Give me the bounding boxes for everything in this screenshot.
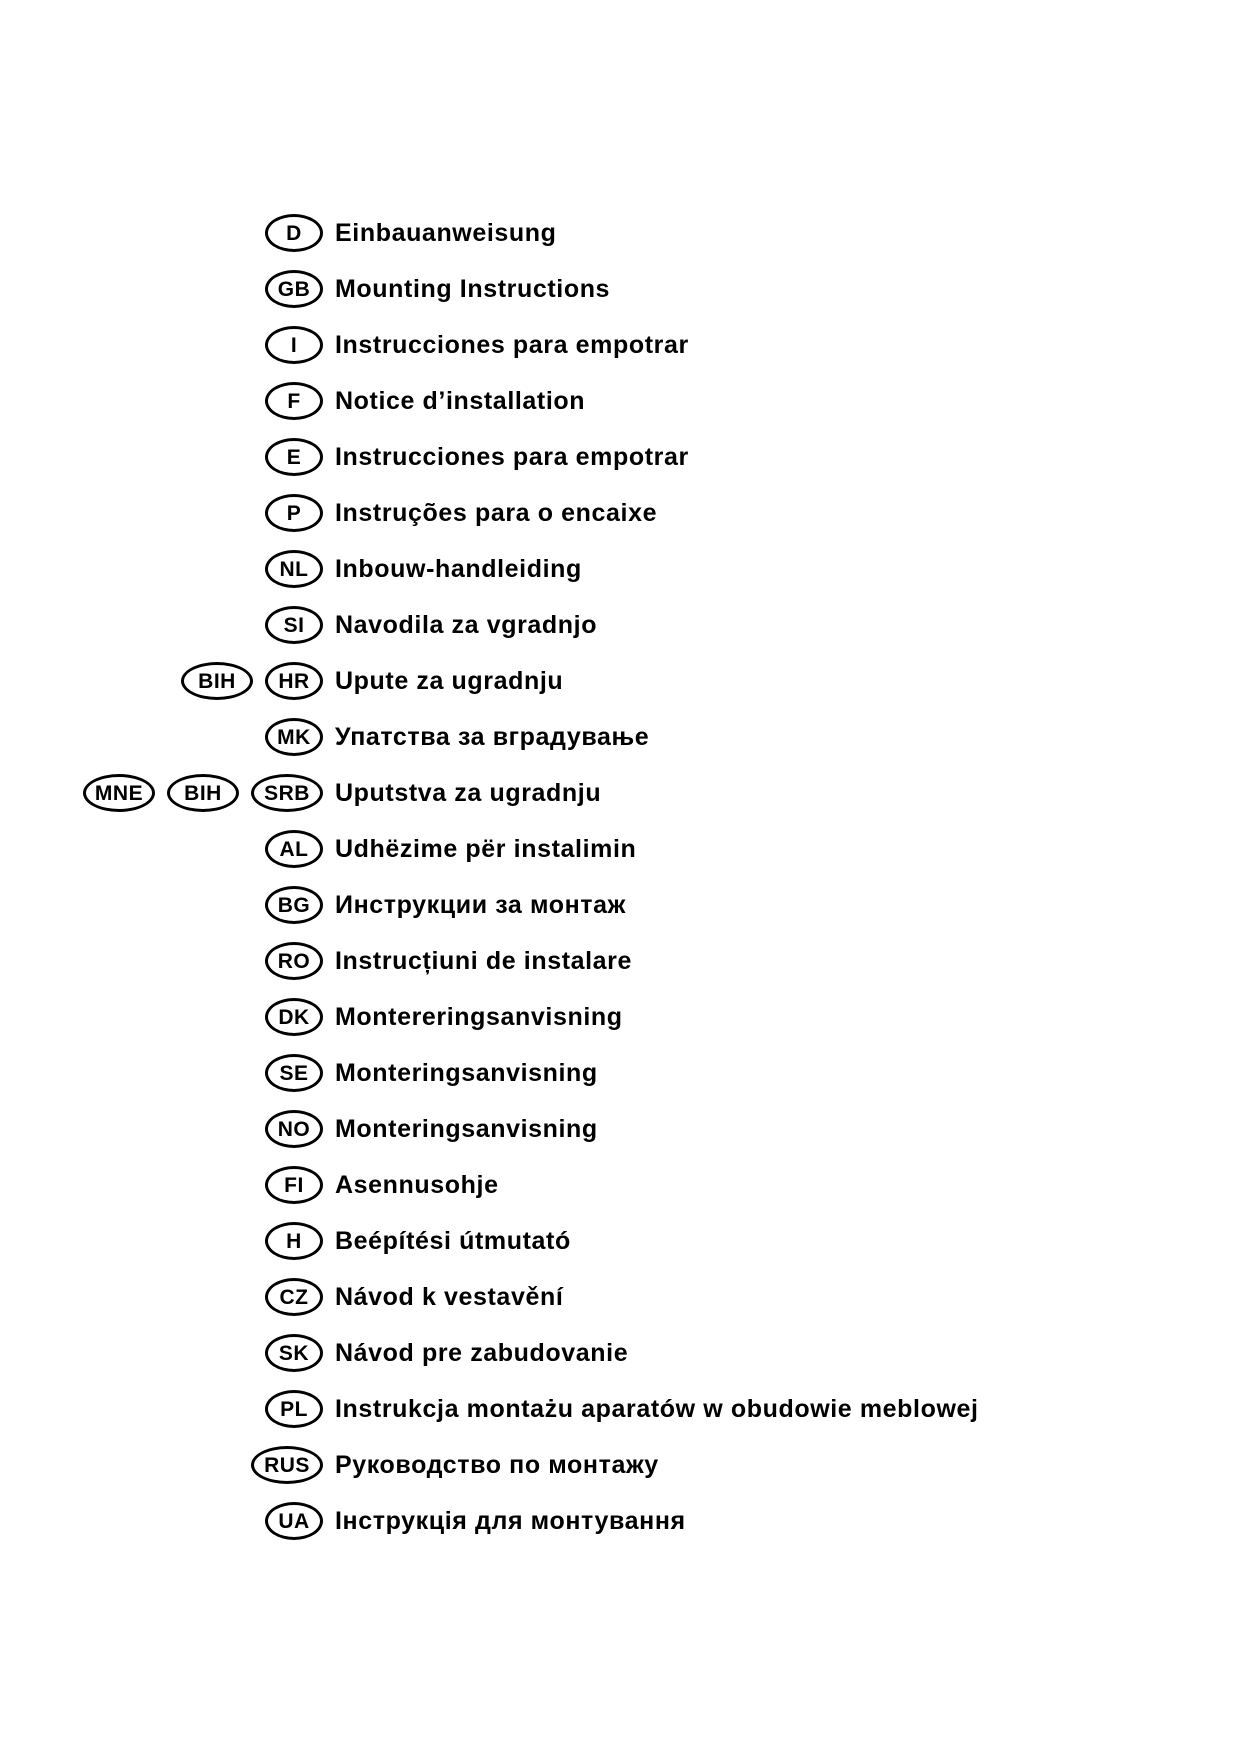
country-badge-group	[70, 214, 335, 252]
country-code-badge: I	[265, 326, 323, 364]
instruction-title: Návod pre zabudovanie	[335, 1338, 629, 1367]
instruction-title: Inbouw-handleiding	[335, 554, 582, 583]
country-badge-group	[70, 1334, 335, 1372]
language-row	[70, 933, 1170, 989]
country-code-badge: NO	[265, 1110, 323, 1148]
country-badge-group	[70, 1278, 335, 1316]
instruction-title: Montereringsanvisning	[335, 1002, 623, 1031]
country-badge-group	[70, 662, 335, 700]
instruction-title: Beépítési útmutató	[335, 1226, 571, 1255]
instruction-title: Instrucciones para empotrar	[335, 330, 689, 359]
language-row	[70, 989, 1170, 1045]
language-instruction-list	[70, 205, 1170, 1549]
country-badge-group	[70, 774, 335, 812]
instruction-title: Upute za ugradnju	[335, 666, 564, 695]
language-row	[70, 765, 1170, 821]
language-row	[70, 1381, 1170, 1437]
country-code-badge: PL	[265, 1390, 323, 1428]
instruction-title: Návod k vestavění	[335, 1282, 564, 1311]
country-badge-group	[70, 438, 335, 476]
country-badge-group	[70, 718, 335, 756]
language-row	[70, 317, 1170, 373]
language-row	[70, 709, 1170, 765]
country-badge-group	[70, 494, 335, 532]
country-code-badge: DK	[265, 998, 323, 1036]
country-badge-group	[70, 942, 335, 980]
country-code-badge: SE	[265, 1054, 323, 1092]
country-badge-group	[70, 1446, 335, 1484]
instruction-title: Mounting Instructions	[335, 274, 611, 303]
country-badge-group	[70, 1110, 335, 1148]
country-badge-group	[70, 830, 335, 868]
country-code-badge: MNE	[83, 774, 155, 812]
instruction-title: Monteringsanvisning	[335, 1058, 598, 1087]
country-code-badge: RUS	[251, 1446, 323, 1484]
instruction-title: Uputstva za ugradnju	[335, 778, 602, 807]
country-badge-group	[70, 382, 335, 420]
country-badge-group	[70, 1222, 335, 1260]
language-row	[70, 1493, 1170, 1549]
instruction-title: Einbauanweisung	[335, 218, 557, 247]
country-badge-group	[70, 606, 335, 644]
country-badge-group	[70, 326, 335, 364]
language-row	[70, 541, 1170, 597]
country-code-badge: BIH	[167, 774, 239, 812]
country-badge-group	[70, 1166, 335, 1204]
instruction-title: Інструкція для монтування	[335, 1506, 686, 1535]
language-row	[70, 1269, 1170, 1325]
country-code-badge: UA	[265, 1502, 323, 1540]
country-badge-group	[70, 998, 335, 1036]
country-code-badge: P	[265, 494, 323, 532]
language-row	[70, 1157, 1170, 1213]
language-row	[70, 597, 1170, 653]
language-row	[70, 485, 1170, 541]
country-code-badge: BIH	[181, 662, 253, 700]
country-badge-group	[70, 270, 335, 308]
language-row	[70, 429, 1170, 485]
country-badge-group	[70, 1054, 335, 1092]
country-code-badge: HR	[265, 662, 323, 700]
instruction-title: Monteringsanvisning	[335, 1114, 598, 1143]
country-code-badge: MK	[265, 718, 323, 756]
country-badge-group	[70, 1390, 335, 1428]
country-code-badge: E	[265, 438, 323, 476]
country-badge-group	[70, 550, 335, 588]
language-row	[70, 653, 1170, 709]
country-code-badge: F	[265, 382, 323, 420]
instruction-title: Udhëzime për instalimin	[335, 834, 637, 863]
country-badge-group	[70, 886, 335, 924]
instruction-title: Instruções para o encaixe	[335, 498, 658, 527]
instruction-title: Упатства за вградување	[335, 722, 650, 751]
language-row	[70, 373, 1170, 429]
instruction-title: Instrucciones para empotrar	[335, 442, 689, 471]
language-row	[70, 1325, 1170, 1381]
country-code-badge: H	[265, 1222, 323, 1260]
language-row	[70, 1437, 1170, 1493]
language-row	[70, 205, 1170, 261]
instruction-title: Navodila za vgradnjo	[335, 610, 598, 639]
instruction-title: Asennusohje	[335, 1170, 499, 1199]
country-code-badge: BG	[265, 886, 323, 924]
country-code-badge: SK	[265, 1334, 323, 1372]
language-row	[70, 821, 1170, 877]
instruction-title: Инструкции за монтаж	[335, 890, 626, 919]
instruction-title: Руководство по монтажу	[335, 1450, 659, 1479]
language-row	[70, 877, 1170, 933]
instruction-title: Instrukcja montażu aparatów w obudowie meblowej	[335, 1394, 979, 1423]
language-row	[70, 1101, 1170, 1157]
country-code-badge: NL	[265, 550, 323, 588]
country-code-badge: FI	[265, 1166, 323, 1204]
country-code-badge: RO	[265, 942, 323, 980]
country-code-badge: GB	[265, 270, 323, 308]
instruction-title: Notice d’installation	[335, 386, 586, 415]
language-row	[70, 261, 1170, 317]
language-row	[70, 1213, 1170, 1269]
country-badge-group	[70, 1502, 335, 1540]
country-code-badge: AL	[265, 830, 323, 868]
country-code-badge: CZ	[265, 1278, 323, 1316]
instruction-title: Instrucțiuni de instalare	[335, 946, 633, 975]
country-code-badge: SRB	[251, 774, 323, 812]
country-code-badge: SI	[265, 606, 323, 644]
country-code-badge: D	[265, 214, 323, 252]
language-row	[70, 1045, 1170, 1101]
